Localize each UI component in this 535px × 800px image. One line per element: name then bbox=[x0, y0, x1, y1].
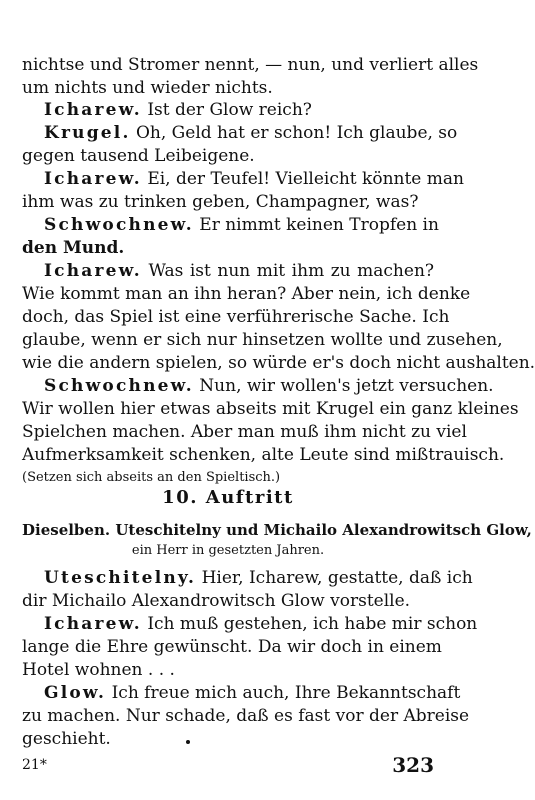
text-line bbox=[22, 636, 442, 658]
dialogue-line bbox=[22, 99, 434, 121]
text-span: wie die andern spielen, so würde er's doch nicht aushalten. bbox=[22, 353, 535, 373]
signature-mark: 21* bbox=[22, 757, 47, 773]
text-line bbox=[22, 191, 434, 213]
speech-text: Was ist nun mit ihm zu machen? bbox=[148, 261, 435, 281]
text-line bbox=[22, 329, 503, 351]
speech-text: Ist der Glow reich? bbox=[147, 100, 312, 120]
dialogue-line bbox=[22, 168, 464, 190]
text-span: ihm was zu trinken geben, Champagner, was? bbox=[22, 192, 419, 212]
text-span: doch, das Spiel ist eine verführerische Sache. Ich bbox=[22, 307, 450, 327]
speaker-name: Icharew. bbox=[44, 614, 142, 634]
text-span: dir Michailo Alexandrowitsch Glow vorstelle. bbox=[22, 591, 411, 611]
speech-text: Hier, Icharew, gestatte, daß ich bbox=[201, 568, 473, 588]
speaker-name: Uteschitelny. bbox=[44, 568, 197, 588]
text-span: nichtse und Stromer nennt, — nun, und verliert alles bbox=[22, 55, 479, 75]
speaker-name: Icharew. bbox=[44, 261, 142, 281]
text-line bbox=[22, 54, 479, 76]
text-span: Aufmerksamkeit schenken, alte Leute sind mißtrauisch. bbox=[22, 445, 505, 465]
dialogue-line bbox=[22, 214, 439, 236]
cast-list bbox=[22, 519, 532, 541]
cast-description bbox=[22, 540, 434, 562]
text-line bbox=[22, 590, 434, 612]
text-span: lange die Ehre gewünscht. Da wir doch in einem bbox=[22, 637, 442, 657]
dialogue-line bbox=[22, 260, 434, 282]
text-span: zu machen. Nur schade, daß es fast vor der Abreise bbox=[22, 706, 470, 726]
dialogue-line bbox=[22, 567, 473, 589]
text-span: den Mund. bbox=[22, 238, 125, 258]
speaker-name: Schwochnew. bbox=[44, 376, 194, 396]
text-line bbox=[22, 421, 467, 443]
speaker-name: Schwochnew. bbox=[44, 215, 194, 235]
text-line bbox=[22, 398, 519, 420]
text-span: ein Herr in gesetzten Jahren. bbox=[131, 543, 325, 558]
speaker-name: Icharew. bbox=[44, 100, 142, 120]
text-span: Spielchen machen. Aber man muß ihm nicht zu viel bbox=[22, 422, 467, 442]
text-span: geschieht. bbox=[22, 729, 111, 749]
text-line bbox=[22, 728, 434, 750]
text-span: Dieselben. Uteschitelny und Michailo Alexandrowitsch Glow, bbox=[22, 521, 532, 539]
text-span: glaube, wenn er sich nur hinsetzen wollte und zusehen, bbox=[22, 330, 503, 350]
stage-direction bbox=[22, 467, 434, 489]
printer-mark bbox=[186, 740, 190, 744]
text-line bbox=[22, 659, 434, 681]
text-line bbox=[22, 237, 434, 259]
dialogue-line bbox=[22, 375, 494, 397]
heading-text: 10. Auftritt bbox=[162, 487, 294, 508]
scene-heading bbox=[22, 487, 434, 509]
text-span: gegen tausend Leibeigene. bbox=[22, 146, 255, 166]
text-line bbox=[22, 145, 434, 167]
page-number: 323 bbox=[392, 753, 434, 777]
text-span: Wir wollen hier etwas abseits mit Krugel ein ganz kleines bbox=[22, 399, 519, 419]
book-page bbox=[22, 0, 535, 800]
text-line bbox=[22, 444, 505, 466]
text-line bbox=[22, 705, 470, 727]
text-span: Hotel wohnen . . . bbox=[22, 660, 175, 680]
text-line bbox=[22, 352, 535, 374]
speech-text: Ei, der Teufel! Vielleicht könnte man bbox=[147, 169, 464, 189]
speaker-name: Krugel. bbox=[44, 123, 131, 143]
text-line bbox=[22, 77, 434, 99]
text-span: um nichts und wieder nichts. bbox=[22, 78, 273, 98]
speech-text: Ich freue mich auch, Ihre Bekanntschaft bbox=[111, 683, 461, 703]
speaker-name: Icharew. bbox=[44, 169, 142, 189]
speaker-name: Glow. bbox=[44, 683, 107, 703]
speech-text: Er nimmt keinen Tropfen in bbox=[199, 215, 439, 235]
dialogue-line bbox=[22, 682, 461, 704]
text-line bbox=[22, 283, 471, 305]
dialogue-line bbox=[22, 122, 458, 144]
text-span: (Setzen sich abseits an den Spieltisch.) bbox=[22, 470, 281, 485]
dialogue-line bbox=[22, 613, 478, 635]
text-line bbox=[22, 306, 450, 328]
speech-text: Oh, Geld hat er schon! Ich glaube, so bbox=[135, 123, 458, 143]
speech-text: Nun, wir wollen's jetzt versuchen. bbox=[199, 376, 494, 396]
speech-text: Ich muß gestehen, ich habe mir schon bbox=[147, 614, 478, 634]
text-span: Wie kommt man an ihn heran? Aber nein, ich denke bbox=[22, 284, 471, 304]
